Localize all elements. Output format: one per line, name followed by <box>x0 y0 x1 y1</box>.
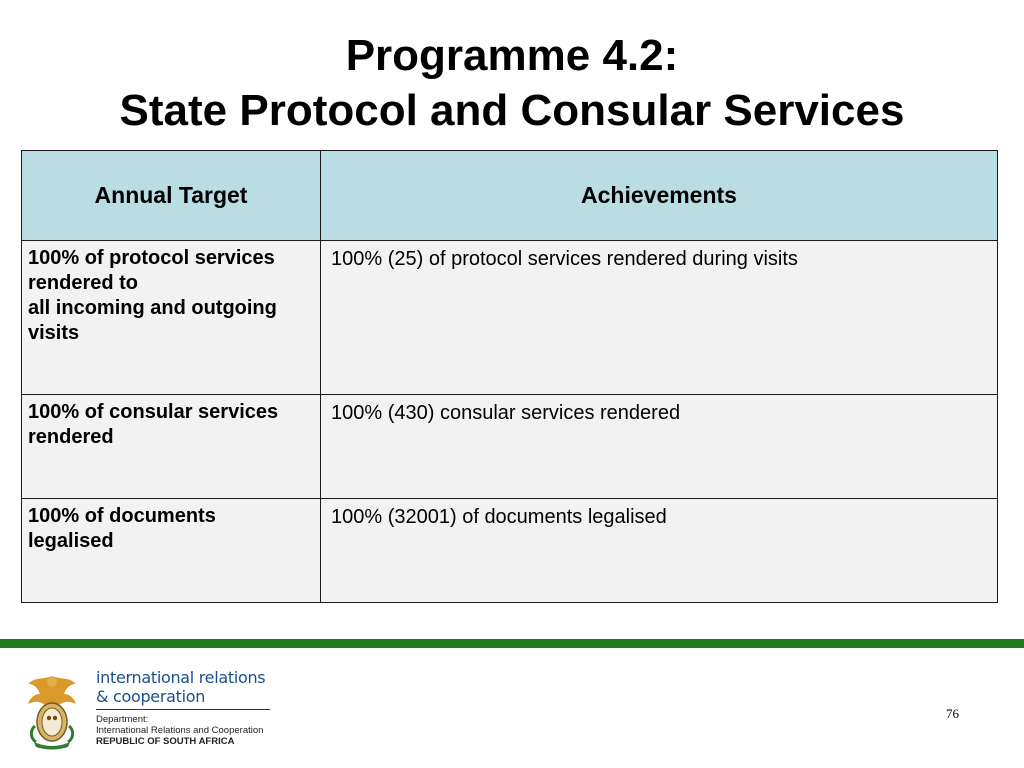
page-number: 76 <box>946 706 959 721</box>
brand-line-1: international relations <box>96 668 266 687</box>
dirco-logo <box>22 668 282 753</box>
table-row <box>22 499 998 603</box>
achievement-cell: 100% (25) of protocol services rendered during visits <box>321 241 998 395</box>
achievement-cell: 100% (430) consular services rendered <box>321 395 998 499</box>
table-header-row <box>22 151 998 241</box>
table-row <box>22 241 998 395</box>
dept-line-3: REPUBLIC OF SOUTH AFRICA <box>96 736 235 747</box>
target-line: 100% of consular services <box>28 401 279 423</box>
slide-title <box>0 28 1024 138</box>
annual-target-cell <box>22 499 321 603</box>
targets-achievements-table <box>21 150 998 603</box>
target-line: rendered to <box>28 272 139 294</box>
slide-title-line-2: State Protocol and Consular Services <box>119 86 905 135</box>
annual-target-cell <box>22 395 321 499</box>
target-line: rendered <box>28 426 114 448</box>
brand-line-2: & cooperation <box>96 687 206 706</box>
south-africa-coat-of-arms-icon <box>22 670 82 750</box>
annual-target-cell <box>22 241 321 395</box>
header-achievements: Achievements <box>321 151 998 241</box>
dept-line-1: Department: <box>96 714 149 725</box>
target-line: 100% of documents <box>28 505 216 527</box>
target-line: all incoming and outgoing <box>28 297 277 319</box>
target-line: legalised <box>28 530 114 552</box>
header-annual-target: Annual Target <box>22 151 321 241</box>
brand-divider <box>96 709 270 710</box>
footer-green-bar <box>0 639 1024 648</box>
brand-text <box>96 668 270 747</box>
achievement-cell: 100% (32001) of documents legalised <box>321 499 998 603</box>
table-row <box>22 395 998 499</box>
dept-line-2: International Relations and Cooperation <box>96 725 264 736</box>
target-line: visits <box>28 322 80 344</box>
slide-title-line-1: Programme 4.2: <box>345 31 679 80</box>
target-line: 100% of protocol services <box>28 247 275 269</box>
